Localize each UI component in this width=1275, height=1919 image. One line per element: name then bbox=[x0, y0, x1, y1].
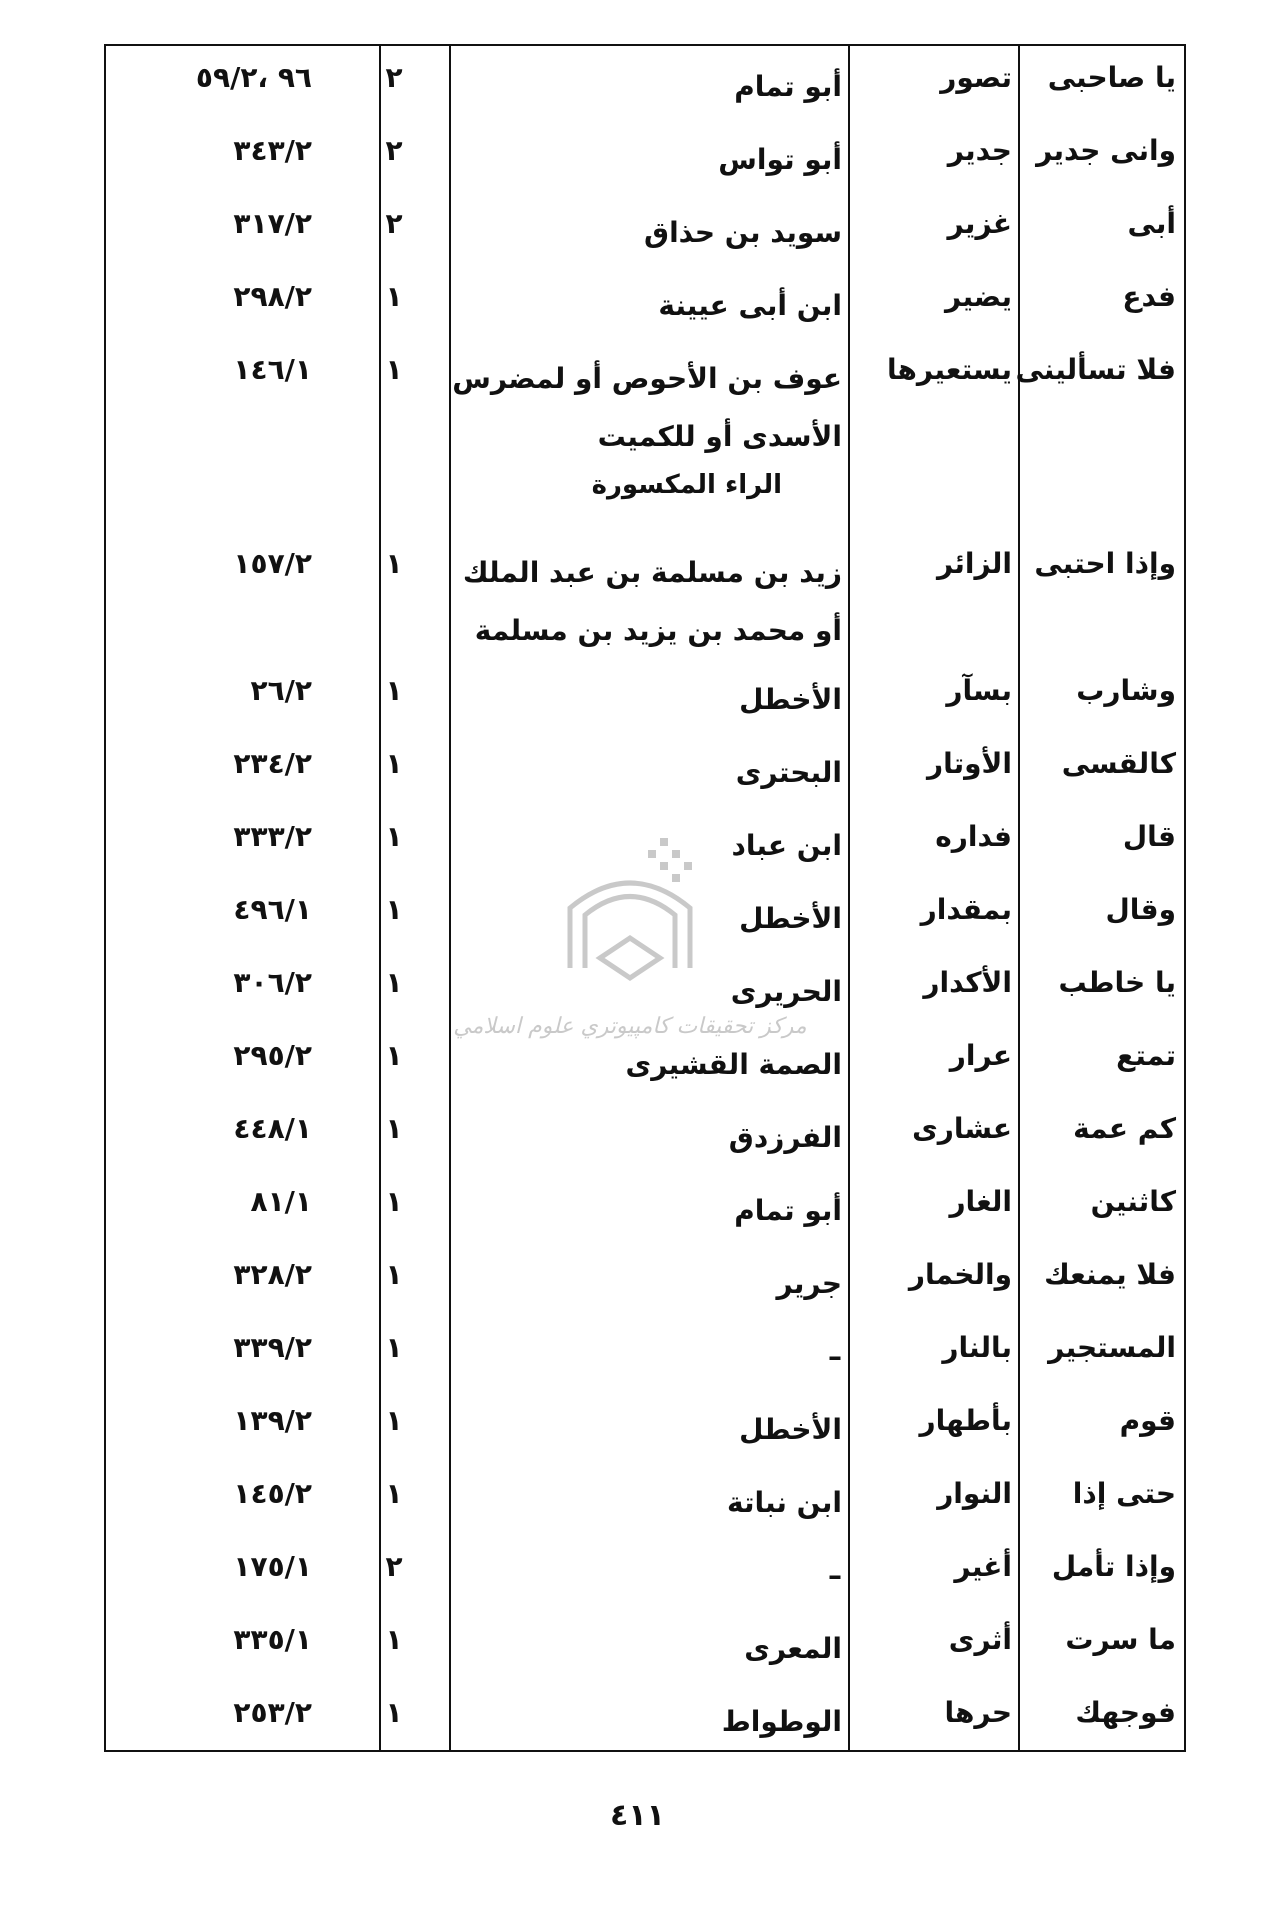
page-reference-cell: ١٣٩/٢ bbox=[233, 1404, 312, 1437]
verse-count-cell: ١ bbox=[385, 1185, 403, 1218]
page-number: ٤١١ bbox=[610, 1798, 665, 1833]
poet-name-cell: ابن أبى عيينة bbox=[658, 289, 842, 322]
verse-count-cell: ١ bbox=[385, 1696, 403, 1729]
rhyme-word-cell: غزير bbox=[947, 207, 1012, 240]
verse-count-cell: ١ bbox=[385, 547, 403, 580]
verse-count-cell: ١ bbox=[385, 1623, 403, 1656]
poet-name-cell: الصمة القشيرى bbox=[625, 1048, 842, 1081]
watermark-text: مركز تحقيقات كامپيوتري علوم اسلامي bbox=[453, 1014, 807, 1039]
poet-name-cell: الأخطل bbox=[739, 683, 842, 716]
verse-count-cell: ٢ bbox=[385, 1550, 403, 1583]
rhyme-word-cell: بالنار bbox=[942, 1331, 1012, 1364]
page-reference-cell: ٢٥٣/٢ bbox=[233, 1696, 312, 1729]
rhyme-word-cell: تصور bbox=[940, 61, 1012, 94]
verse-start-cell: فوجهك bbox=[1075, 1696, 1176, 1729]
verse-start-cell: كاثنين bbox=[1090, 1185, 1176, 1218]
poet-name-cell: سويد بن حذاق bbox=[644, 216, 842, 249]
page-reference-cell: ٢٦/٢ bbox=[250, 674, 312, 707]
poet-name-cell: أبو تمام bbox=[734, 1194, 842, 1227]
rhyme-word-cell: جدير bbox=[947, 134, 1012, 167]
rhyme-word-cell: بسآر bbox=[946, 674, 1012, 707]
poet-name-cell: عوف بن الأحوص أو لمضرس الأسدى أو للكميت bbox=[452, 362, 842, 453]
page-reference-cell: ١٤٦/١ bbox=[233, 353, 312, 386]
poet-name-cell: البحترى bbox=[735, 756, 842, 789]
page-reference-cell: ٤٩٦/١ bbox=[233, 893, 312, 926]
verse-count-cell: ١ bbox=[385, 820, 403, 853]
verse-start-cell: المستجير bbox=[1048, 1331, 1176, 1364]
poet-name-cell: الأخطل bbox=[739, 902, 842, 935]
verse-start-cell: فلا تسألينى bbox=[1015, 353, 1176, 386]
verse-count-cell: ١ bbox=[385, 1477, 403, 1510]
verse-start-cell: قوم bbox=[1119, 1404, 1176, 1437]
page-reference-cell: ٢٩٨/٢ bbox=[233, 280, 312, 313]
verse-start-cell: فدع bbox=[1122, 280, 1176, 313]
verse-count-cell: ١ bbox=[385, 747, 403, 780]
verse-start-cell: تمتع bbox=[1116, 1039, 1176, 1072]
page-reference-cell: ٣٤٣/٢ bbox=[233, 134, 312, 167]
verse-count-cell: ٢ bbox=[385, 61, 403, 94]
verse-start-cell: يا خاطب bbox=[1058, 966, 1176, 999]
poet-name-cell: أبو تواس bbox=[718, 143, 842, 176]
verse-start-cell: وشارب bbox=[1076, 674, 1176, 707]
poet-name-cell: الحريرى bbox=[730, 975, 842, 1008]
page-reference-cell: ٣٠٦/٢ bbox=[233, 966, 312, 999]
verse-count-cell: ١ bbox=[385, 1331, 403, 1364]
rhyme-word-cell: الأوتار bbox=[927, 747, 1012, 780]
rhyme-word-cell: عرار bbox=[949, 1039, 1012, 1072]
column-divider bbox=[1018, 46, 1020, 1750]
rhyme-word-cell: بمقدار bbox=[920, 893, 1012, 926]
poet-name-cell: الفرزدق bbox=[728, 1121, 842, 1154]
page-reference-cell: ٣٣٩/٢ bbox=[233, 1331, 312, 1364]
page-reference-cell: ٣٣٥/١ bbox=[233, 1623, 312, 1656]
poet-name-cell: ابن نباتة bbox=[726, 1486, 842, 1519]
poet-name-cell: الوطواط bbox=[721, 1705, 842, 1738]
verse-start-cell: فلا يمنعك bbox=[1044, 1258, 1176, 1291]
poet-name-cell: زيد بن مسلمة بن عبد الملك أو محمد بن يزيد بن مسلمة bbox=[462, 556, 842, 647]
rhyme-word-cell: الأكدار bbox=[923, 966, 1012, 999]
verse-start-cell: وإذا تأمل bbox=[1051, 1550, 1176, 1583]
poet-name-cell: الأخطل bbox=[739, 1413, 842, 1446]
verse-count-cell: ١ bbox=[385, 280, 403, 313]
rhyme-word-cell: النوار bbox=[937, 1477, 1012, 1510]
verse-count-cell: ١ bbox=[385, 966, 403, 999]
verse-start-cell: كالقسى bbox=[1061, 747, 1176, 780]
verse-count-cell: ٢ bbox=[385, 207, 403, 240]
verse-count-cell: ١ bbox=[385, 1112, 403, 1145]
verse-start-cell: أبى bbox=[1127, 207, 1176, 240]
page-reference-cell: ٩٦ ،٥٩/٢ bbox=[195, 61, 312, 94]
rhyme-word-cell: أغير bbox=[954, 1550, 1012, 1583]
column-divider bbox=[848, 46, 850, 1750]
rhyme-word-cell: بأطهار bbox=[919, 1404, 1012, 1437]
verse-start-cell: حتى إذا bbox=[1072, 1477, 1176, 1510]
poet-name-cell: المعرى bbox=[744, 1632, 842, 1665]
page-reference-cell: ٣٢٨/٢ bbox=[233, 1258, 312, 1291]
page-reference-cell: ٨١/١ bbox=[250, 1185, 312, 1218]
verse-count-cell: ١ bbox=[385, 1258, 403, 1291]
verse-start-cell: وانى جدير bbox=[1036, 134, 1176, 167]
poet-name-cell: – bbox=[828, 1340, 842, 1373]
verse-start-cell: قال bbox=[1122, 820, 1176, 853]
poet-name-cell: ابن عباد bbox=[731, 829, 842, 862]
section-heading: الراء المكسورة bbox=[591, 470, 782, 500]
rhyme-word-cell: حرها bbox=[944, 1696, 1012, 1729]
page-reference-cell: ٤٤٨/١ bbox=[233, 1112, 312, 1145]
rhyme-word-cell: والخمار bbox=[908, 1258, 1012, 1291]
page-reference-cell: ٢٣٤/٢ bbox=[233, 747, 312, 780]
verse-start-cell: وقال bbox=[1105, 893, 1176, 926]
verse-start-cell: يا صاحبى bbox=[1047, 61, 1176, 94]
verse-count-cell: ١ bbox=[385, 893, 403, 926]
verse-count-cell: ١ bbox=[385, 353, 403, 386]
verse-count-cell: ٢ bbox=[385, 134, 403, 167]
page-reference-cell: ٢٩٥/٢ bbox=[233, 1039, 312, 1072]
verse-start-cell: وإذا احتبى bbox=[1034, 547, 1176, 580]
page-reference-cell: ٣١٧/٢ bbox=[233, 207, 312, 240]
rhyme-word-cell: عشارى bbox=[912, 1112, 1012, 1145]
poet-name-cell: جرير bbox=[776, 1267, 842, 1300]
verse-start-cell: ما سرت bbox=[1065, 1623, 1176, 1656]
rhyme-word-cell: يستعيرها bbox=[886, 353, 1012, 386]
verse-start-cell: كم عمة bbox=[1073, 1112, 1176, 1145]
verse-count-cell: ١ bbox=[385, 674, 403, 707]
page-reference-cell: ١٤٥/٢ bbox=[233, 1477, 312, 1510]
rhyme-word-cell: أثرى bbox=[948, 1623, 1012, 1656]
rhyme-word-cell: الزائر bbox=[936, 547, 1012, 580]
rhyme-word-cell: يضير bbox=[945, 280, 1012, 313]
page-reference-cell: ١٧٥/١ bbox=[233, 1550, 312, 1583]
poet-name-cell: أبو تمام bbox=[734, 70, 842, 103]
page-reference-cell: ٣٣٣/٢ bbox=[233, 820, 312, 853]
verse-count-cell: ١ bbox=[385, 1404, 403, 1437]
verse-count-cell: ١ bbox=[385, 1039, 403, 1072]
poet-name-cell: – bbox=[828, 1559, 842, 1592]
rhyme-word-cell: الغار bbox=[949, 1185, 1012, 1218]
rhyme-word-cell: فداره bbox=[935, 820, 1012, 853]
page-reference-cell: ١٥٧/٢ bbox=[233, 547, 312, 580]
